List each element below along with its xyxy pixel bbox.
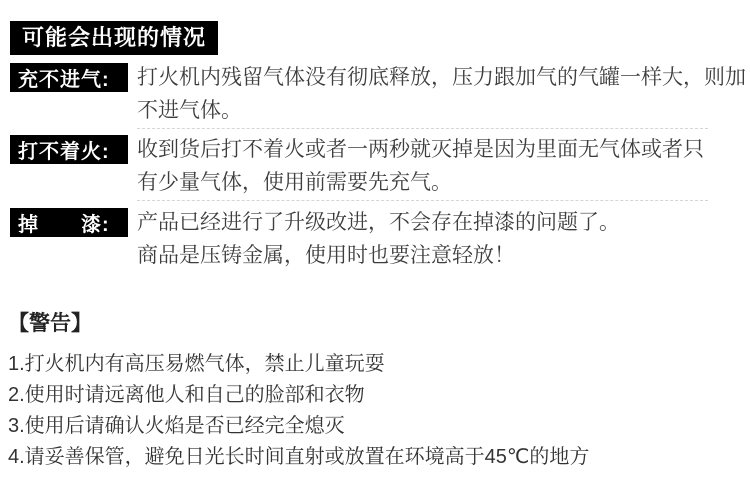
dashed-divider	[137, 128, 708, 129]
issue-label: 掉 漆:	[18, 214, 110, 236]
section-title-badge	[10, 21, 218, 55]
section-title: 可能会出现的情况	[22, 25, 207, 50]
issue-label-badge	[10, 135, 128, 164]
warning-item-1: 1.打火机内有高压易燃气体，禁止儿童玩耍	[8, 353, 385, 375]
issue-label-badge	[10, 208, 128, 237]
issue-label: 打不着火:	[18, 141, 110, 163]
issue-text-line: 产品已经进行了升级改进，不会存在掉漆的问题了。	[137, 211, 620, 234]
dashed-divider	[137, 200, 708, 201]
issue-text	[137, 206, 738, 272]
warning-item-3: 3.使用后请确认火焰是否已经完全熄灭	[8, 415, 345, 437]
issue-row-wont-light	[10, 133, 740, 199]
issue-row-paint-loss	[10, 206, 740, 272]
issue-label: 充不进气:	[18, 69, 110, 91]
warning-title: 【警告】	[8, 312, 92, 335]
issue-label-badge	[10, 63, 128, 92]
warning-section	[8, 312, 740, 473]
issue-text-line: 收到货后打不着火或者一两秒就灭掉是因为里面无气体或者只	[137, 138, 704, 161]
warning-item-2: 2.使用时请远离他人和自己的脸部和衣物	[8, 384, 365, 406]
issue-text-line: 有少量气体，使用前需要先充气。	[137, 171, 452, 194]
issue-text-line: 打火机内残留气体没有彻底释放，压力跟加气的气罐一样大，则加	[137, 66, 746, 89]
issue-text-line: 商品是压铸金属，使用时也要注意轻放！	[137, 244, 515, 267]
issue-row-no-gas-fill	[10, 61, 746, 127]
warning-list	[8, 349, 740, 473]
issue-text-line: 不进气体。	[137, 99, 242, 122]
warning-item-4: 4.请妥善保管，避免日光长时间直射或放置在环境高于45℃的地方	[8, 446, 590, 468]
issue-text	[137, 61, 746, 127]
issue-text	[137, 133, 738, 199]
